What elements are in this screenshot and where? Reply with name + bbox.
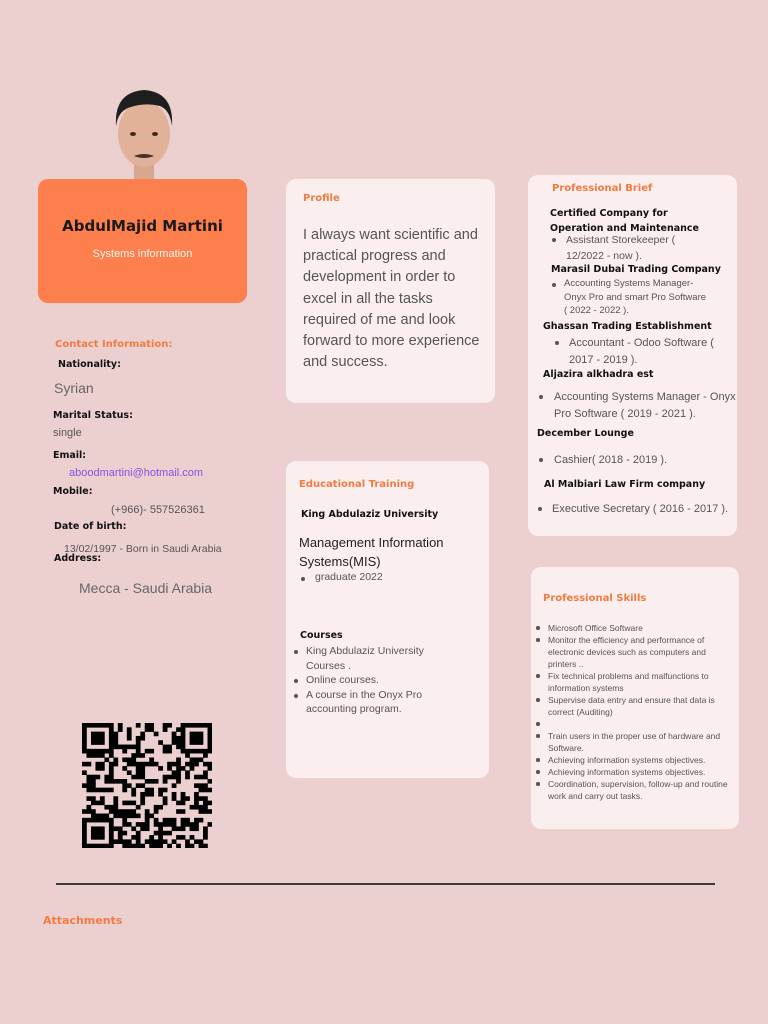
graduate-text: graduate 2022	[315, 571, 383, 583]
skill-text: Monitor the efficiency and performance of electronic devices such as computers and printers ..	[548, 635, 706, 669]
role-item	[537, 452, 737, 468]
course-text: King Abdulaziz University Courses .	[306, 645, 424, 672]
skill-text: Train users in the proper use of hardware and Software.	[548, 731, 721, 753]
qr-code	[82, 723, 212, 848]
skill-text: Achieving information systems objectives.	[548, 755, 706, 765]
skill-item	[531, 718, 731, 730]
professional-skills-card	[531, 567, 739, 829]
mobile-value: (+966)- 557526361	[111, 504, 205, 516]
skills-heading: Professional Skills	[543, 593, 647, 604]
course-text: Online courses.	[306, 674, 379, 686]
company-name: Aljazira alkhadra est	[543, 369, 654, 380]
education-card	[286, 461, 489, 778]
address-label: Address:	[54, 553, 102, 564]
profile-text: I always want scientific and practical progress and development in order to excel in all the tasks required of me and look forward to more experience and success.	[303, 227, 480, 371]
company-name: Ghassan Trading Establishment	[543, 321, 712, 332]
profile-heading: Profile	[303, 193, 340, 204]
mobile-label: Mobile:	[53, 486, 93, 497]
email-label: Email:	[53, 450, 87, 461]
marital-value: single	[53, 427, 82, 439]
role-text: Accounting Systems Manager- Onyx Pro and smart Pro Software ( 2022 - 2022 ).	[564, 278, 707, 316]
role-text: Accountant - Odoo Software ( 2017 - 2019 ).	[569, 337, 714, 366]
role-item	[537, 389, 742, 423]
degree-name: Management Information Systems(MIS)	[299, 535, 444, 569]
education-heading: Educational Training	[299, 479, 415, 490]
professional-brief-card	[528, 175, 737, 536]
skill-item	[531, 730, 731, 754]
graduate-item	[299, 571, 479, 583]
address-value: Mecca - Saudi Arabia	[79, 580, 213, 596]
university-name: King Abdulaziz University	[301, 509, 439, 520]
dob-label: Date of birth:	[54, 521, 127, 532]
dob-value: 13/02/1997 - Born in Saudi Arabia	[64, 543, 222, 555]
skill-item	[531, 694, 731, 718]
skill-text: Achieving information systems objectives.	[548, 767, 706, 777]
role-item	[550, 277, 710, 318]
skill-text: Microsoft Office Software	[548, 623, 643, 633]
course-item	[292, 644, 436, 673]
company-name: Marasil Dubai Trading Company	[551, 264, 721, 275]
brief-heading: Professional Brief	[552, 183, 653, 194]
skill-item	[531, 778, 731, 802]
section-divider	[56, 883, 715, 885]
skill-item	[531, 622, 731, 634]
role-text: Executive Secretary ( 2016 - 2017 ).	[552, 503, 729, 515]
courses-heading: Courses	[300, 630, 343, 641]
course-item	[292, 673, 482, 688]
role-text: Accounting Systems Manager - Onyx Pro Software ( 2019 - 2021 ).	[554, 391, 736, 420]
nationality-value: Syrian	[54, 380, 94, 396]
skill-item	[531, 754, 731, 766]
skill-item	[531, 766, 731, 778]
role-item	[553, 335, 733, 369]
course-text: A course in the Onyx Pro accounting program.	[306, 688, 423, 715]
marital-label: Marital Status:	[53, 410, 133, 421]
role-item	[536, 501, 741, 517]
skill-text: Supervise data entry and ensure that data is correct (Auditing)	[548, 695, 715, 717]
person-name: AbdulMajid Martini	[62, 217, 223, 235]
skill-text: Fix technical problems and malfunctions to information systems	[548, 671, 709, 693]
email-link[interactable]: aboodmartini@hotmail.com	[69, 467, 204, 479]
attachments-heading: Attachments	[43, 914, 123, 927]
skill-item	[531, 670, 731, 694]
contact-heading: Contact Information:	[55, 339, 173, 350]
role-text: Cashier( 2018 - 2019 ).	[554, 454, 668, 466]
role-text: Assistant Storekeeper ( 12/2022 - now ).	[566, 234, 676, 262]
company-name: Certified Company for Operation and Maintenance	[550, 208, 699, 234]
course-item	[292, 688, 436, 717]
name-card	[38, 179, 247, 303]
skill-text: Coordination, supervision, follow-up and routine work and carry out tasks.	[548, 779, 728, 801]
profile-card	[286, 179, 495, 403]
company-name: Al Malbiari Law Firm company	[544, 479, 706, 490]
company-name: December Lounge	[537, 428, 634, 439]
nationality-label: Nationality:	[58, 359, 121, 370]
job-title: Systems information	[92, 248, 193, 260]
role-item	[550, 232, 700, 264]
skill-item	[531, 634, 731, 670]
